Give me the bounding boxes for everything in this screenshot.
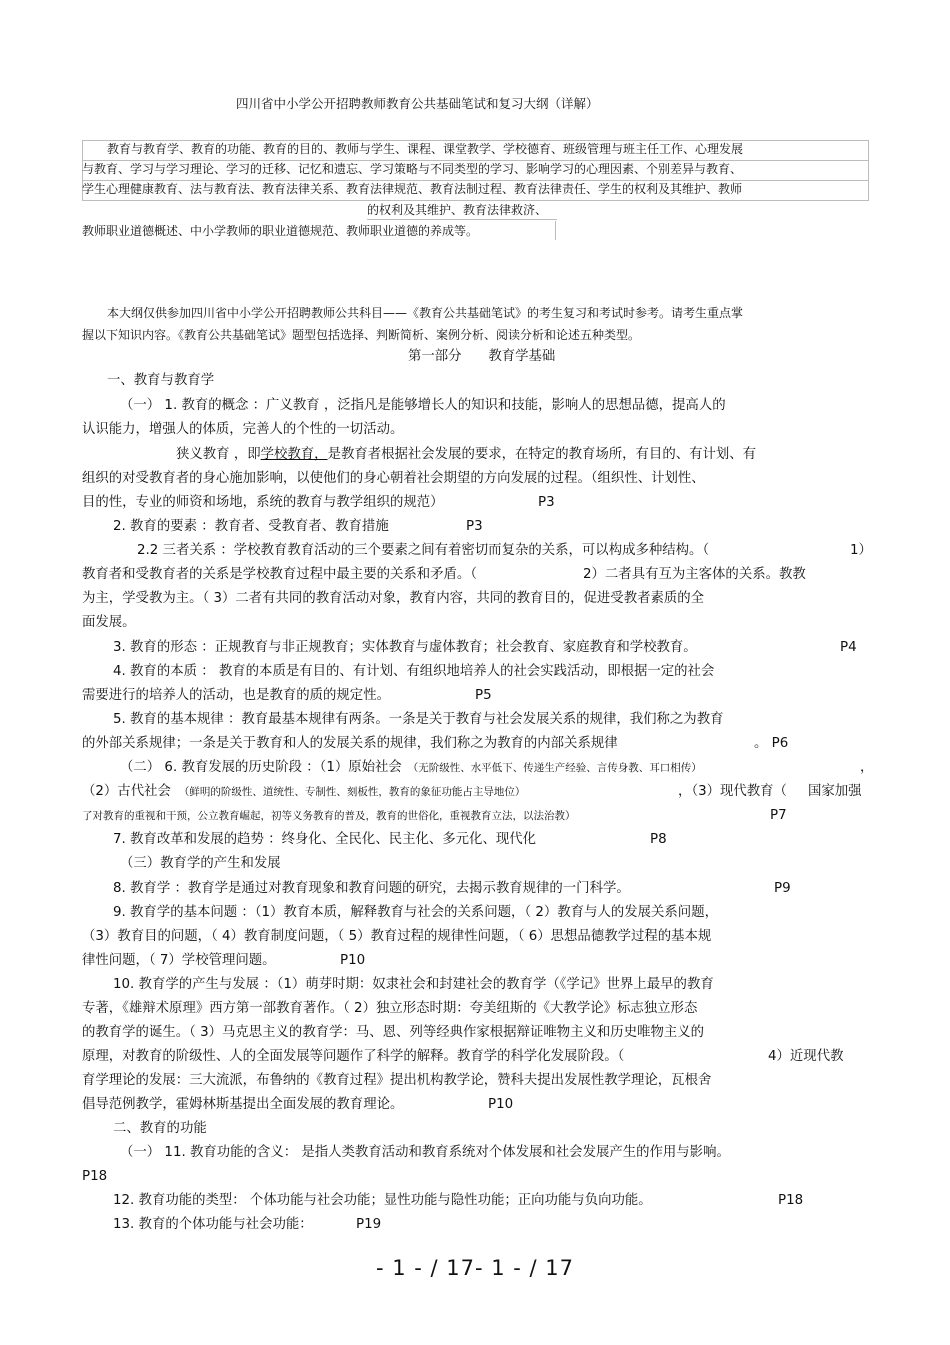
toc-line: 教育与教育学、教育的功能、教育的目的、教师与学生、课程、课堂教学、学校德育、班级管理与班主任工作、心理发展 [107, 142, 744, 156]
toc-line: 学生心理健康教育、法与教育法、教育法律关系、教育法律规范、教育法制过程、教育法律责任、学生的权利及其维护、教师 [82, 182, 743, 196]
body-line: 的外部关系规律；一条是关于教育和人的发展关系的规律，我们称之为教育的内部关系规律 [82, 736, 618, 751]
page-ref: P18 [82, 1169, 108, 1184]
toc-divider [555, 221, 556, 240]
body-line: 教育者和受教育者的关系是学校教育过程中最主要的关系和矛盾。（ [82, 567, 478, 582]
body-line: 3. 教育的形态 ：正规教育与非正规教育；实体教育与虚体教育；社会教育、家庭教育和学校教育。 [113, 640, 697, 655]
body-line: 的教育学的诞生。（ 3）马克思主义的教育学：马、恩、列等经典作家根据辩证唯物主义和历史唯物主义的 [82, 1025, 705, 1040]
page-ref: P18 [778, 1193, 804, 1208]
page-ref: P3 [466, 519, 483, 534]
body-line: 2. 教育的要素 ：教育者、受教育者、教育措施 [113, 519, 389, 534]
toc-line: 的权利及其维护、教育法律救济、 [367, 203, 548, 217]
body-line: 9. 教育学的基本问题 ：（1）教育本质，解释教育与社会的关系问题，（ 2）教育与人的发展关系问题， [113, 905, 718, 920]
body-line [120, 759, 702, 777]
body-line: 组织的对受教育者的身心施加影响，以使他们的身心朝着社会期望的方向发展的过程。（组织性、计划性、 [82, 471, 705, 486]
body-line: 律性问题，（ 7）学校管理问题。 [82, 953, 276, 968]
body-line: 面发展。 [82, 615, 136, 630]
part-heading: 第一部分 教育学基础 [408, 349, 556, 364]
body-line: 目的性，专业的师资和场地，系统的教育与教学组织的规范） [82, 495, 444, 510]
body-line [82, 783, 525, 801]
body-line: 认识能力，增强人的体质，完善人的个性的一切活动。 [82, 422, 404, 437]
body-line: 育学理论的发展：三大流派，布鲁纳的《教育过程》提出机构教学论，赞科夫提出发展性教学理论，瓦根舍 [82, 1073, 712, 1088]
body-line [176, 446, 756, 464]
page-ref: P8 [650, 832, 667, 847]
page-ref: P4 [840, 640, 857, 655]
note-text: （鲜明的阶级性、道统性、专制性、刻板性，教育的象征功能占主导地位） [178, 786, 526, 798]
toc-divider [367, 219, 557, 220]
body-text: （二） 6. 教育发展的历史阶段 ：（1）原始社会 [120, 760, 402, 775]
body-line: （一） 1. 教育的概念 ：广义教育 ，泛指凡是能够增长人的知识和技能，影响人的思想品德，提高人的 [120, 398, 726, 413]
page-number-footer: - 1 - / 17- 1 - / 17 [375, 1256, 575, 1280]
subsection-heading: （三）教育学的产生和发展 [120, 856, 281, 871]
body-line: 12. 教育功能的类型： 个体功能与社会功能；显性功能与隐性功能；正向功能与负向功能。 [113, 1193, 652, 1208]
toc-line: 与教育、学习与学习理论、学习的迁移、记忆和遗忘、学习策略与不同类型的学习、影响学习的心理因素、个别差异与教育、 [82, 162, 743, 176]
section-heading: 二、教育的功能 [113, 1121, 207, 1136]
intro-line: 本大纲仅供参加四川省中小学公开招聘教师公共科目——《教育公共基础笔试》的考生复习和考试时参考。请考生重点掌 [107, 306, 744, 320]
body-text: 2）二者具有互为主客体的关系。教教 [583, 567, 806, 582]
page-ref: P10 [340, 953, 366, 968]
body-text: 是教育者根据社会发展的要求，在特定的教育场所，有目的、有计划、有 [327, 447, 757, 462]
body-text: ， [860, 760, 874, 775]
note-text: 国家加强 [808, 784, 862, 799]
body-line: 专著，《雄辩术原理》西方第一部教育著作。（ 2）独立形态时期：夸美纽斯的《大教学论》标志独立形态 [82, 1001, 698, 1016]
body-line: 8. 教育学 ：教育学是通过对教育现象和教育问题的研究，去揭示教育规律的一门科学。 [113, 881, 630, 896]
body-line: 为主，学受教为主。（ 3）二者有共同的教育活动对象，教育内容，共同的教育目的，促进受教者素质的全 [82, 591, 705, 606]
page-ref: P9 [774, 881, 791, 896]
page-ref: 。 P6 [754, 736, 789, 751]
body-line: 需要进行的培养人的活动，也是教育的质的规定性。 [82, 688, 390, 703]
body-line: （一） 11. 教育功能的含义： 是指人类教育活动和教育系统对个体发展和社会发展产生的作用与影响。 [120, 1145, 730, 1160]
document-title: 四川省中小学公开招聘教师教育公共基础笔试和复习大纲（详解） [236, 96, 599, 111]
body-text: 4）近现代教 [768, 1049, 844, 1064]
body-line: 倡导范例教学，霍姆林斯基提出全面发展的教育理论。 [82, 1097, 404, 1112]
intro-line: 握以下知识内容。《教育公共基础笔试》题型包括选择、判断简析、案例分析、阅读分析和论述五种类型。 [82, 328, 641, 342]
toc-line: 教师职业道德概述、中小学教师的职业道德规范、教师职业道德的养成等。 [82, 224, 479, 238]
body-line: 原理，对教育的阶级性、人的全面发展等问题作了科学的解释。教育学的科学化发展阶段。（ [82, 1049, 625, 1064]
underlined-term: 学校教育， [260, 447, 328, 462]
body-line: 7. 教育改革和发展的趋势 ：终身化、全民化、民主化、多元化、现代化 [113, 832, 537, 847]
page-ref: P7 [770, 808, 787, 823]
body-text: ，（3）现代教育（ [678, 784, 787, 799]
page-ref: P19 [356, 1217, 382, 1232]
page-ref: P10 [488, 1097, 514, 1112]
body-line: （3）教育目的问题，（ 4）教育制度问题，（ 5）教育过程的规律性问题，（ 6）思想品德教学过程的基本规 [82, 929, 712, 944]
body-text: （2）古代社会 [82, 784, 171, 799]
body-line: 4. 教育的本质 ： 教育的本质是有目的、有计划、有组织地培养人的社会实践活动，即根据一定的社会 [113, 664, 715, 679]
body-line: 5. 教育的基本规律 ：教育最基本规律有两条。一条是关于教育与社会发展关系的规律，我们称之为教育 [113, 712, 724, 727]
body-line: 2.2 三者关系 ：学校教育教育活动的三个要素之间有着密切而复杂的关系，可以构成多种结构。（ [137, 543, 710, 558]
body-text: 狭义教育 ，即 [176, 447, 261, 462]
note-text: （无阶级性、水平低下、传递生产经验、言传身教、耳口相传） [407, 762, 702, 774]
body-text: 1） [850, 543, 872, 558]
note-line: 了对教育的重视和干预，公立教育崛起，初等义务教育的普及，教育的世俗化，重视教育立法，以法治教） [82, 810, 576, 822]
body-line: 10. 教育学的产生与发展 ：（1）萌芽时期：奴隶社会和封建社会的教育学（《学记》世界上最早的教育 [113, 977, 714, 992]
page-ref: P5 [475, 688, 492, 703]
page-ref: P3 [538, 495, 555, 510]
body-line: 13. 教育的个体功能与社会功能： [113, 1217, 313, 1232]
section-heading: 一、教育与教育学 [107, 373, 215, 388]
